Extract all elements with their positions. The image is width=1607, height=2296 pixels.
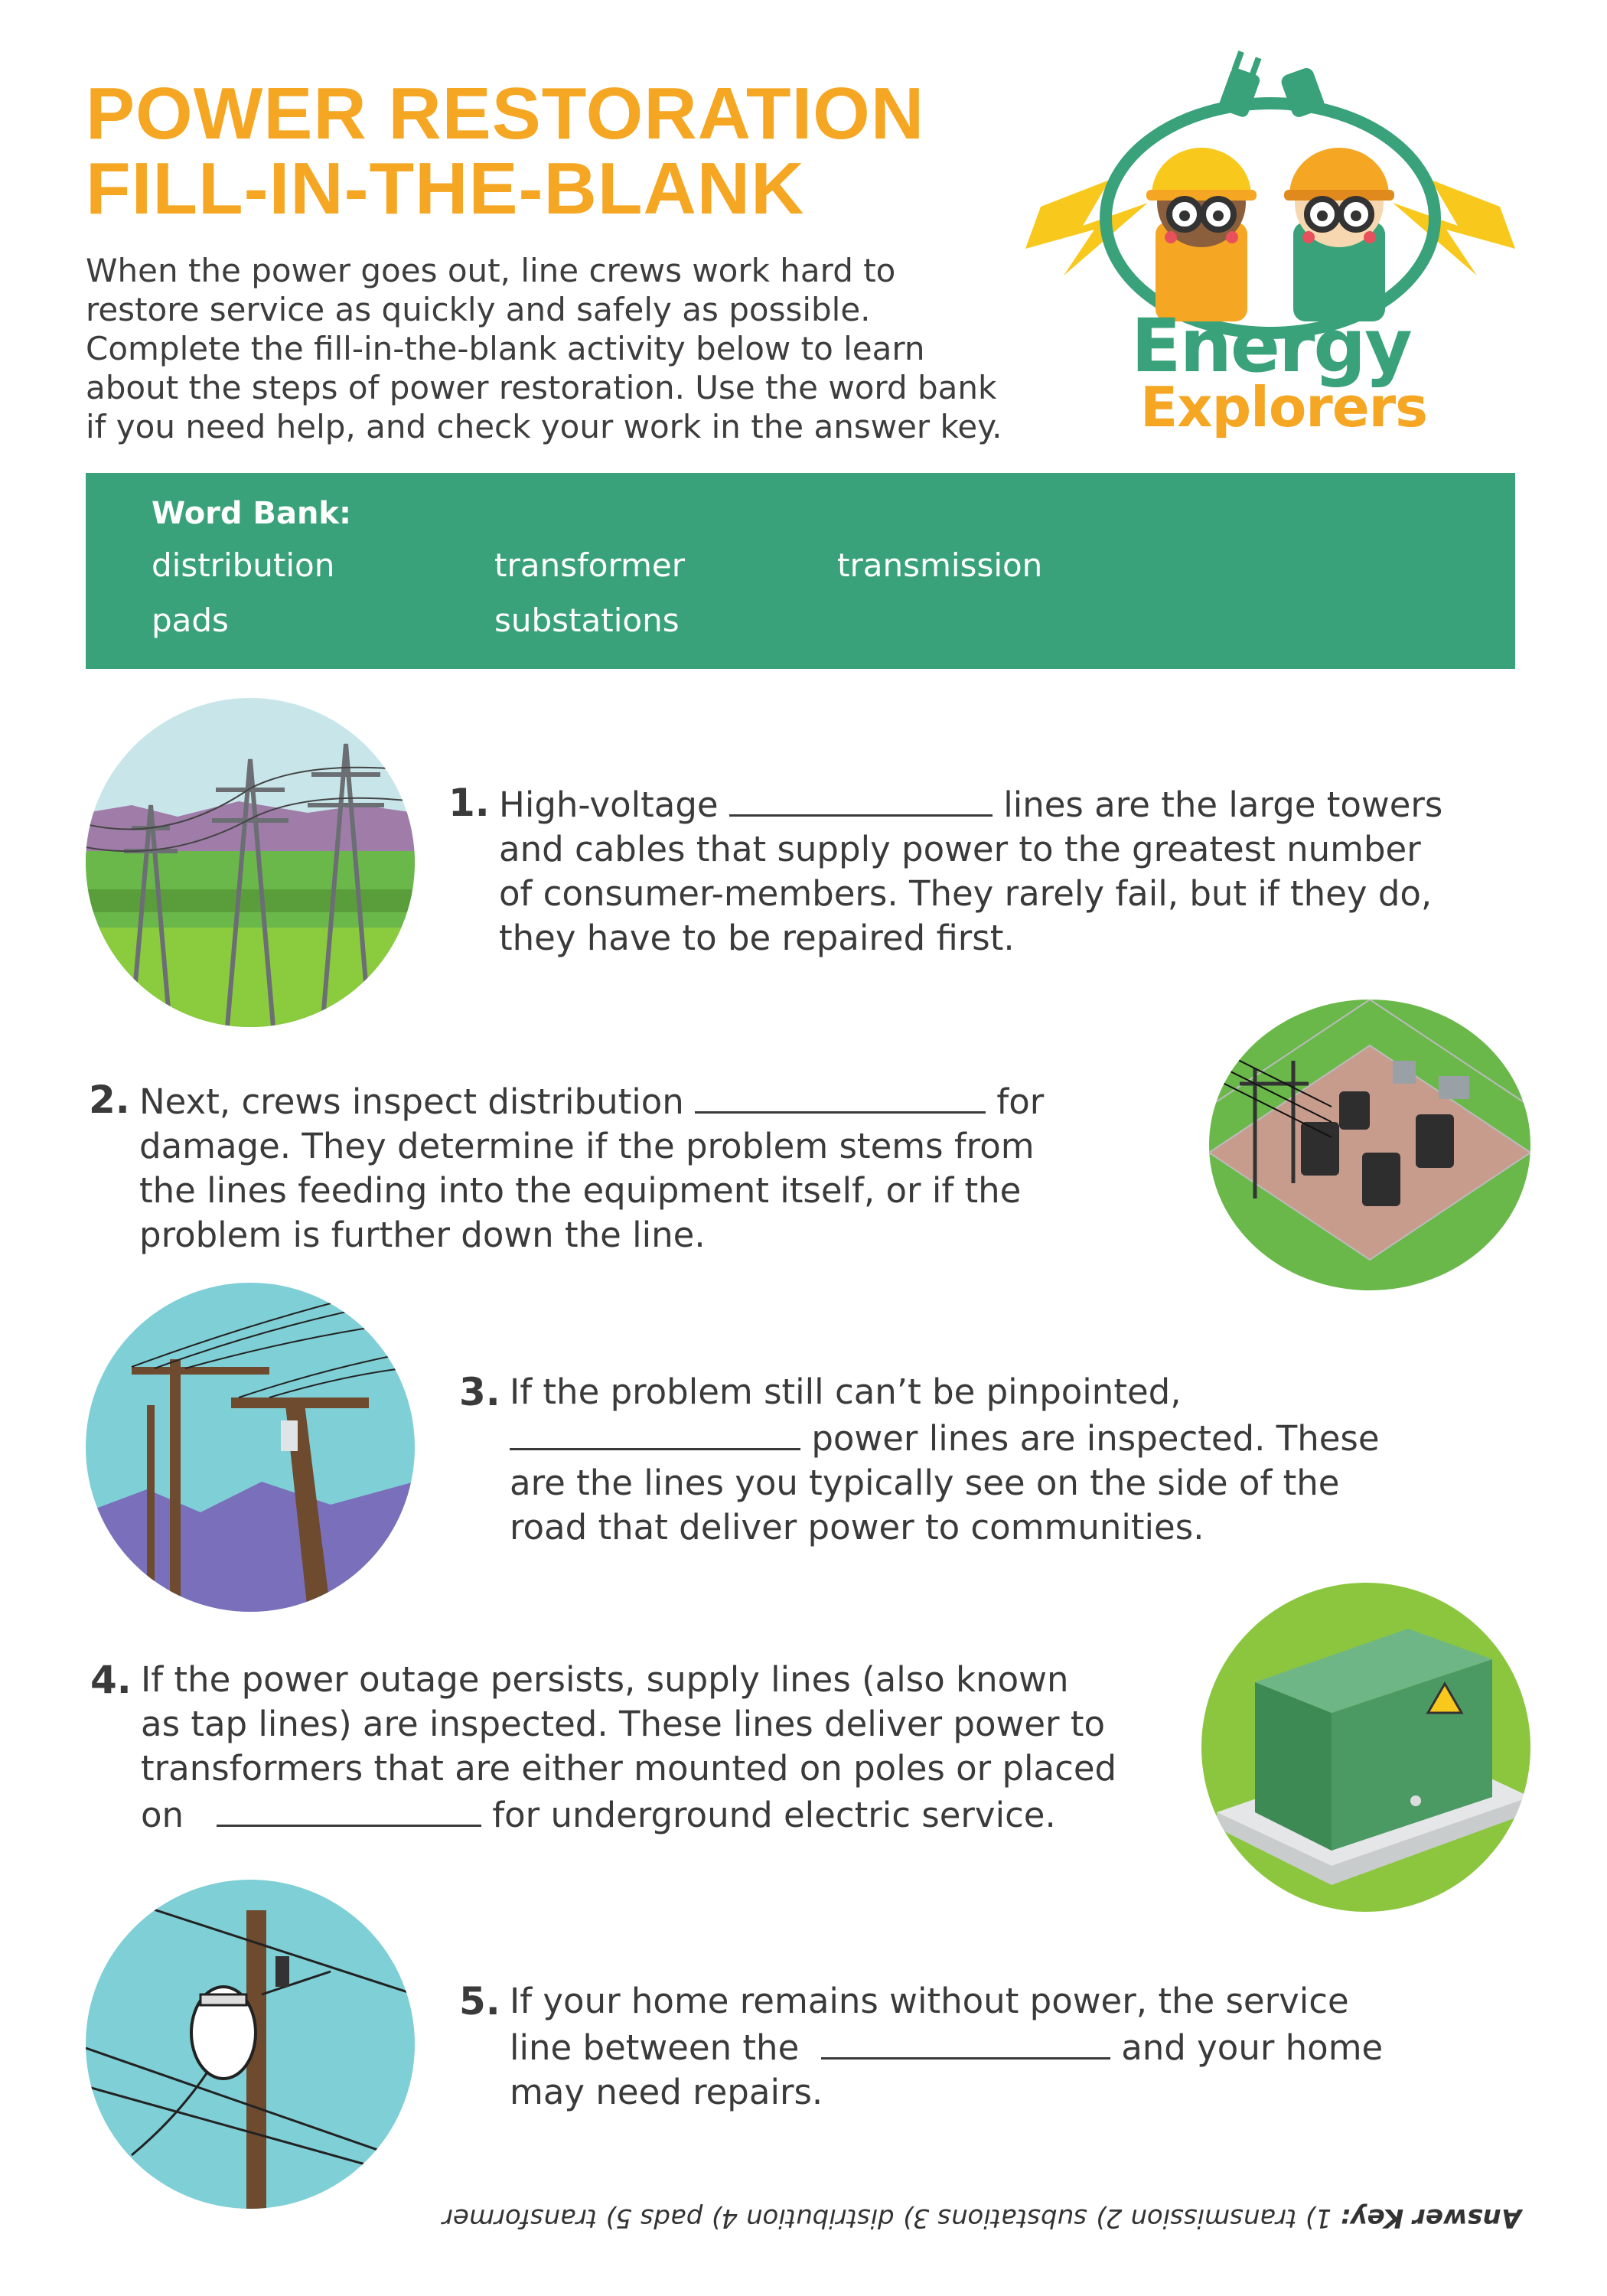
answer-key-label: Answer Key: — [1339, 2203, 1521, 2233]
kid-character-icon — [1284, 148, 1394, 321]
pad-mounted-transformer-illustration — [1201, 1583, 1530, 1912]
logo-ring — [1106, 103, 1435, 333]
word-bank-word: transformer — [494, 546, 686, 584]
question-2: 2. Next, crews inspect distribution for damage. They determine if the problem stems from the lines feeding into the equipment itself, or if the problem is further down the line. — [89, 1078, 1045, 1255]
word-bank-title: Word Bank: — [152, 496, 352, 531]
word-bank-word: substations — [494, 602, 680, 639]
question-number: 1. — [448, 781, 490, 825]
lightning-bolt-icon — [1393, 180, 1515, 276]
question-4: 4. If the power outage persists, supply lines (also known as tap lines) are inspected. These lines deliver power to transformers that are either mounted on poles or placed on for underground electric service. — [90, 1658, 1117, 1835]
page-title — [86, 73, 1042, 230]
answer-blank[interactable] — [821, 2024, 1110, 2060]
word-bank-word: transmission — [837, 546, 1043, 584]
word-bank — [86, 473, 1515, 669]
question-5: 5. If your home remains without power, the service line between the and your home may need repairs. — [459, 1979, 1384, 2112]
intro-line: When the power goes out, line crews work hard to — [86, 252, 896, 289]
answer-key — [0, 2203, 1521, 2233]
answer-key-text — [442, 2203, 1521, 2233]
intro-line: if you need help, and check your work in the answer key. — [86, 408, 1002, 445]
logo-explorers-text: Explorers — [1140, 375, 1428, 439]
pole-transformer-illustration — [86, 1880, 415, 2209]
question-number: 3. — [459, 1370, 500, 1414]
answer-blank[interactable] — [695, 1078, 986, 1114]
answer-blank[interactable] — [510, 1414, 800, 1450]
intro-paragraph — [86, 251, 1050, 446]
answer-blank[interactable] — [217, 1791, 481, 1827]
logo-energy-text: Energy — [1131, 303, 1411, 389]
question-3: 3. If the problem still can’t be pinpointed, power lines are inspected. These are the lines you typically see on the side of the road that deliver power to communities. — [459, 1370, 1380, 1548]
kid-character-icon — [1146, 148, 1257, 321]
word-bank-word: pads — [152, 602, 229, 639]
question-number: 2. — [89, 1078, 130, 1122]
word-bank-word: distribution — [152, 546, 335, 584]
distribution-poles-illustration — [86, 1283, 415, 1612]
answer-blank[interactable] — [729, 781, 993, 817]
answer-key-answers: 1) transmission 2) substations 3) distribution 4) pads 5) transformer — [442, 2203, 1332, 2233]
question-1: 1. High-voltage lines are the large towers and cables that supply power to the greatest number of consumer-members. They rarely fail, but if they do, they have to be repaired first. — [448, 781, 1443, 958]
title-line-1: POWER RESTORATION — [86, 73, 925, 155]
intro-line: about the steps of power restoration. Use the word bank — [86, 369, 997, 406]
substation-illustration — [1209, 1000, 1530, 1290]
intro-line: restore service as quickly and safely as possible. — [86, 291, 871, 328]
intro-line: Complete the fill-in-the-blank activity below to learn — [86, 330, 925, 367]
lightning-bolt-icon — [1025, 180, 1148, 276]
question-number: 5. — [459, 1979, 500, 2024]
question-number: 4. — [90, 1658, 132, 1702]
transmission-towers-illustration — [86, 698, 415, 1027]
title-line-2: FILL-IN-THE-BLANK — [86, 148, 805, 230]
